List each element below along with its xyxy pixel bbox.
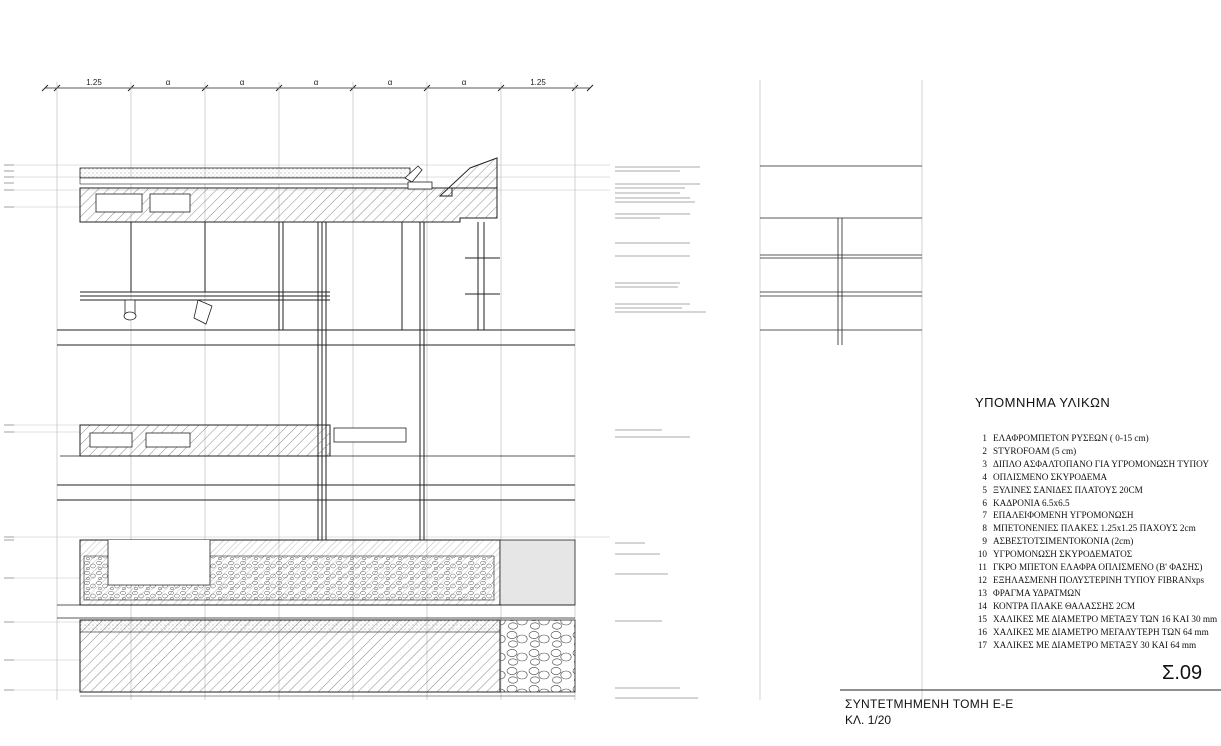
foundation [57,540,575,696]
legend-item-number: 2 [982,445,987,456]
legend-item-number: 11 [978,562,987,573]
legend-item-text: ΔΙΠΛΟ ΑΣΦΑΛΤΟΠΑΝΟ ΓΙΑ ΥΓΡΟΜΟΝΩΣΗ ΤΥΠΟΥ [993,458,1209,469]
legend-item-number: 5 [982,484,987,495]
ceiling-elements [80,222,500,540]
legend-item [975,600,1220,613]
dimension-label: α [239,78,245,87]
legend-item-text: ΓΚΡΟ ΜΠΕΤΟΝ ΕΛΑΦΡΑ ΟΠΛΙΣΜΕΝΟ (Β' ΦΑΣΗΣ) [993,562,1203,573]
legend-item-text: ΟΠΛΙΣΜΕΝΟ ΣΚΥΡΟΔΕΜΑ [993,471,1108,482]
annotation-leaders [615,167,706,698]
intermediate-floor [57,330,575,345]
materials-legend [975,395,1220,651]
legend-item [975,626,1220,639]
legend-item-text: ΚΑΔΡΟΝΙΑ 6.5x6.5 [993,497,1070,508]
pendant-lamps [124,300,212,324]
roof-slab [80,158,497,222]
legend-item [975,574,1220,587]
drawing-scale: ΚΛ. 1/20 [845,713,892,727]
legend-item-number: 9 [982,536,987,547]
legend-item-number: 1 [982,433,987,443]
legend-item-number: 15 [977,613,987,624]
legend-item [975,561,1220,574]
legend-item-text: STYROFOAM (5 cm) [993,445,1077,456]
legend-item-number: 7 [982,510,987,521]
legend-item [975,471,1220,484]
legend-item-number: 16 [977,626,987,637]
legend-item [975,548,1220,561]
legend-item-text: ΧΑΛΙΚΕΣ ΜΕ ΔΙΑΜΕΤΡΟ ΜΕΤΑΞΥ ΤΩΝ 16 ΚΑΙ 30 mm [993,613,1218,624]
legend-title: ΥΠΟΜΝΗΜΑ ΥΛΙΚΩΝ [975,395,1111,410]
ground-lines [57,485,575,500]
legend-item [975,445,1220,458]
legend-items [975,432,1220,651]
legend-item [975,484,1220,497]
dimension-label: α [165,78,171,87]
legend-item-number: 6 [982,497,987,508]
right-panel-lines [760,166,922,345]
legend-item-text: ΕΠΑΛΕΙΦΟΜΕΝΗ ΥΓΡΟΜΟΝΩΣΗ [993,510,1134,521]
sheet-number: Σ.09 [1162,662,1203,684]
dimension-label: α [387,78,393,87]
legend-item-text: ΕΛΑΦΡΟΜΠΕΤΟΝ ΡΥΣΕΩΝ ( 0-15 cm) [993,433,1149,443]
legend-item [975,509,1220,522]
dimension-label: α [461,78,467,87]
legend-item-text: ΞΥΛΙΝΕΣ ΣΑΝΙΔΕΣ ΠΛΑΤΟΥΣ 20CM [993,484,1143,495]
dimension-label: 1.25 [86,78,102,87]
legend-item [975,535,1220,548]
legend-item [975,522,1220,535]
legend-item [975,432,1220,445]
legend-item-text: ΥΓΡΟΜΟΝΩΣΗ ΣΚΥΡΟΔΕΜΑΤΟΣ [993,549,1133,560]
legend-item-number: 8 [982,523,987,534]
legend-item [975,458,1220,471]
legend-item-text: ΚΟΝΤΡΑ ΠΛΑΚΕ ΘΑΛΑΣΣΗΣ 2CM [993,600,1136,611]
legend-item-text: ΑΣΒΕΣΤΟΤΣΙΜΕΝΤΟΚΟΝΙΑ (2cm) [993,536,1134,547]
legend-item [975,587,1220,600]
dimension-labels [86,78,546,87]
drawing-title: ΣΥΝΤΕΤΜΗΜΕΝΗ ΤΟΜΗ Ε-Ε [845,697,1014,711]
legend-item-number: 12 [977,574,987,585]
legend-item [975,613,1220,626]
legend-item [975,497,1220,510]
legend-item-text: ΧΑΛΙΚΕΣ ΜΕ ΔΙΑΜΕΤΡΟ ΜΕΤΑΞΥ 30 ΚΑΙ 64 mm [993,639,1197,650]
legend-item-number: 14 [977,600,987,611]
dimension-label: α [313,78,319,87]
dimension-label: 1.25 [530,78,546,87]
legend-item-number: 13 [977,587,987,598]
legend-item-text: ΕΞΗΛΑΣΜΕΝΗ ΠΟΛΥΣΤΕΡΙΝΗ ΤΥΠΟΥ FIBRANxps [993,574,1205,585]
level-markers [4,165,14,690]
legend-item-text: ΦΡΑΓΜΑ ΥΔΡΑΤΜΩΝ [993,587,1081,598]
legend-item-number: 17 [977,639,987,650]
legend-item-text: ΜΠΕΤΟΝΕΝΙΕΣ ΠΛΑΚΕΣ 1.25x1.25 ΠΑΧΟΥΣ 2cm [993,523,1196,534]
legend-item-number: 4 [982,471,987,482]
legend-item [975,639,1220,652]
legend-item-number: 3 [982,458,987,469]
legend-item-number: 10 [977,549,987,560]
legend-item-text: ΧΑΛΙΚΕΣ ΜΕ ΔΙΑΜΕΤΡΟ ΜΕΓΑΛΥΤΕΡΗ ΤΩΝ 64 mm [993,626,1209,637]
middle-slab [60,425,575,456]
